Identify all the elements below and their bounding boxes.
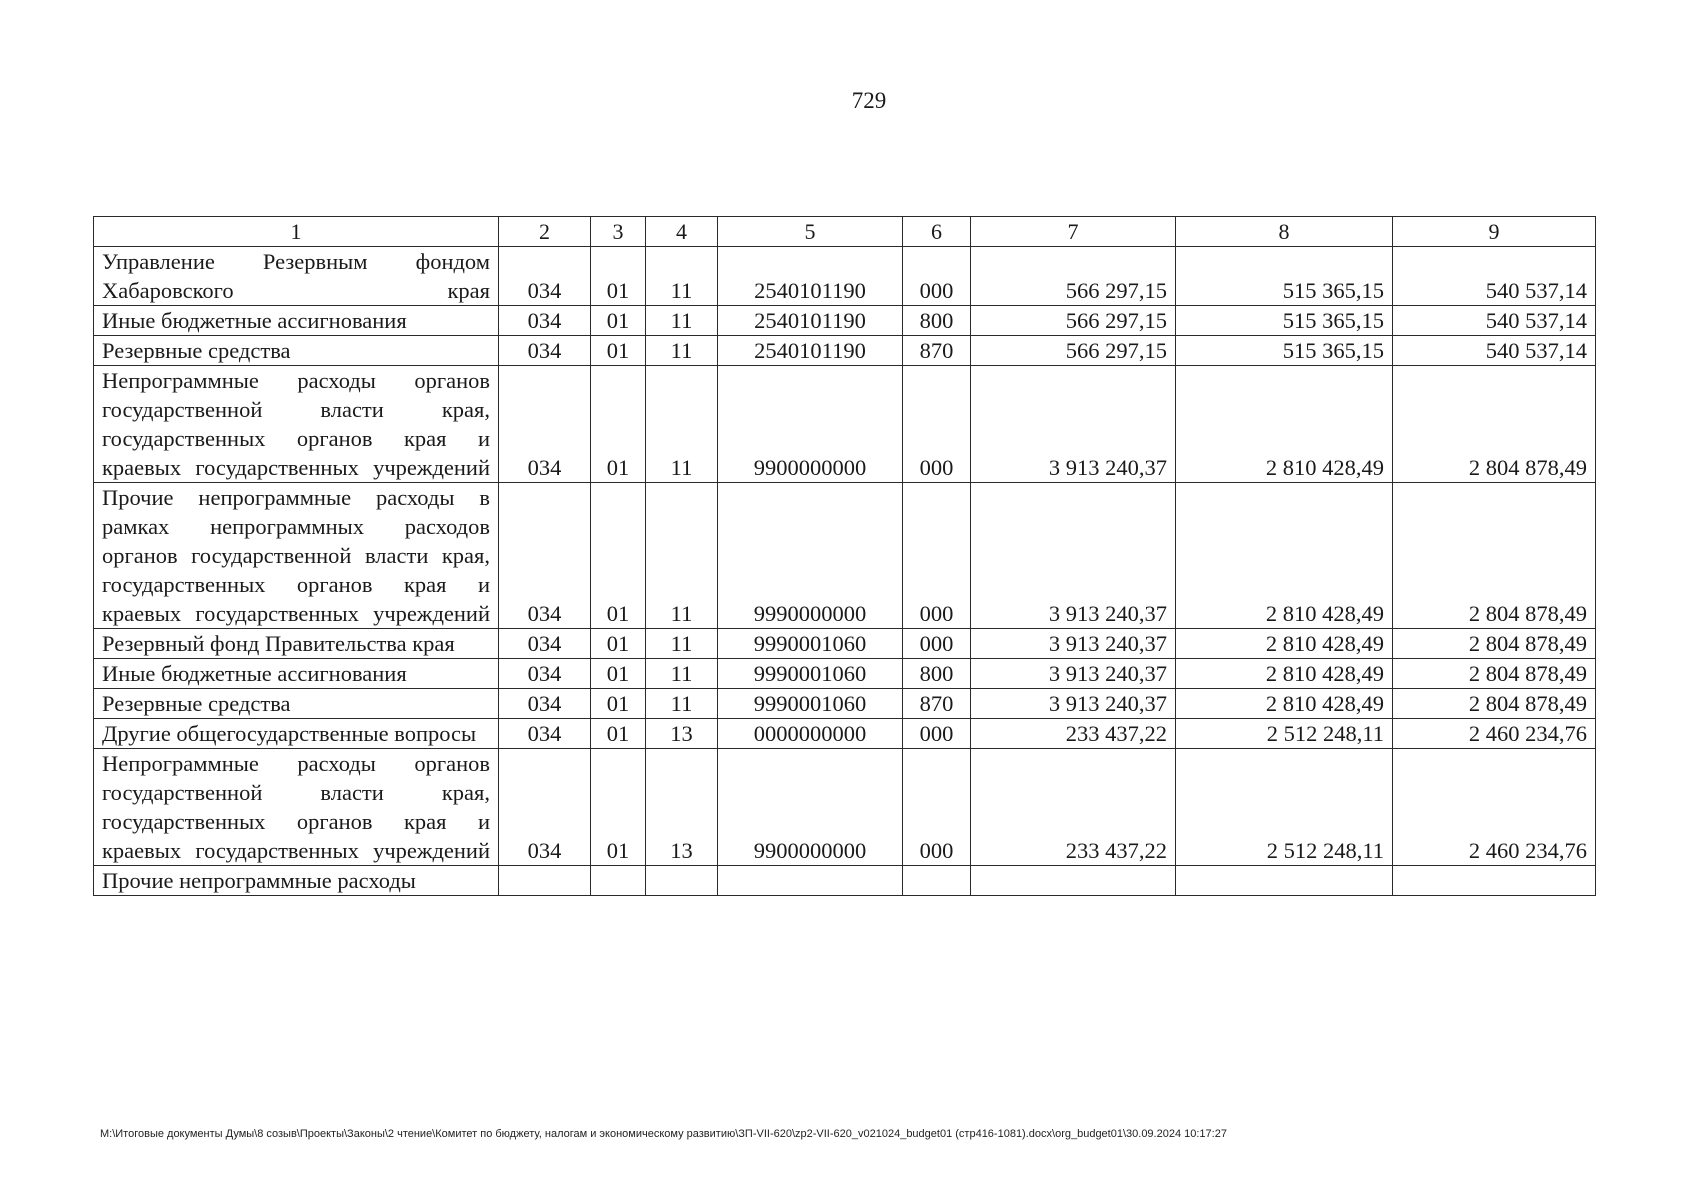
row-cell-6: 800 — [903, 306, 971, 336]
row-cell-7: 3 913 240,37 — [971, 483, 1176, 629]
row-cell-4: 11 — [646, 689, 718, 719]
row-cell-2: 034 — [499, 719, 591, 749]
row-name-cell: Непрограммные расходы органов государственной власти края, государственных органов края и краевых государственных учреждений — [94, 366, 499, 483]
row-cell-6: 000 — [903, 247, 971, 306]
row-name-cell: Другие общегосударственные вопросы — [94, 719, 499, 749]
table-row — [94, 866, 1596, 896]
row-cell-3: 01 — [591, 336, 646, 366]
table-row — [94, 366, 1596, 483]
row-cell-9: 2 460 234,76 — [1393, 719, 1596, 749]
row-cell-6: 000 — [903, 719, 971, 749]
row-name-cell: Иные бюджетные ассигнования — [94, 659, 499, 689]
row-cell-2: 034 — [499, 749, 591, 866]
row-cell-3: 01 — [591, 719, 646, 749]
row-cell-2: 034 — [499, 247, 591, 306]
row-name-cell: Иные бюджетные ассигнования — [94, 306, 499, 336]
row-name-cell: Прочие непрограммные расходы в рамках непрограммных расходов органов государственной власти края, государственных органов края и краевых государственных учреждений — [94, 483, 499, 629]
row-cell-9: 2 460 234,76 — [1393, 749, 1596, 866]
row-cell-4: 11 — [646, 247, 718, 306]
row-cell-7: 3 913 240,37 — [971, 366, 1176, 483]
header-cell: 8 — [1176, 217, 1393, 247]
row-cell-8: 515 365,15 — [1176, 247, 1393, 306]
row-cell-2: 034 — [499, 306, 591, 336]
row-cell-4: 11 — [646, 629, 718, 659]
row-cell-5: 2540101190 — [718, 306, 903, 336]
row-cell-9 — [1393, 866, 1596, 896]
header-cell: 9 — [1393, 217, 1596, 247]
row-cell-8 — [1176, 866, 1393, 896]
row-cell-4: 13 — [646, 749, 718, 866]
table-row — [94, 629, 1596, 659]
table-row — [94, 247, 1596, 306]
row-cell-7: 3 913 240,37 — [971, 629, 1176, 659]
row-cell-2: 034 — [499, 483, 591, 629]
row-cell-9: 540 537,14 — [1393, 247, 1596, 306]
row-cell-5: 9990001060 — [718, 689, 903, 719]
row-cell-7 — [971, 866, 1176, 896]
row-cell-3: 01 — [591, 689, 646, 719]
row-cell-2 — [499, 866, 591, 896]
row-cell-9: 2 804 878,49 — [1393, 629, 1596, 659]
row-cell-5: 9900000000 — [718, 366, 903, 483]
row-cell-4: 11 — [646, 483, 718, 629]
row-cell-4: 13 — [646, 719, 718, 749]
row-cell-8: 2 810 428,49 — [1176, 366, 1393, 483]
row-cell-4 — [646, 866, 718, 896]
row-cell-9: 540 537,14 — [1393, 306, 1596, 336]
row-name-cell: Управление Резервным фондом Хабаровского края — [94, 247, 499, 306]
row-cell-7: 566 297,15 — [971, 336, 1176, 366]
row-cell-5: 2540101190 — [718, 247, 903, 306]
row-cell-8: 2 512 248,11 — [1176, 749, 1393, 866]
budget-table — [93, 216, 1596, 896]
row-cell-6: 000 — [903, 749, 971, 866]
row-cell-8: 2 810 428,49 — [1176, 629, 1393, 659]
header-cell: 3 — [591, 217, 646, 247]
header-row — [94, 217, 1596, 247]
row-cell-3 — [591, 866, 646, 896]
row-cell-8: 2 810 428,49 — [1176, 689, 1393, 719]
row-cell-3: 01 — [591, 366, 646, 483]
row-cell-5: 9990000000 — [718, 483, 903, 629]
row-name-cell: Резервные средства — [94, 336, 499, 366]
row-cell-9: 2 804 878,49 — [1393, 659, 1596, 689]
table-row — [94, 689, 1596, 719]
row-cell-5: 2540101190 — [718, 336, 903, 366]
row-cell-3: 01 — [591, 483, 646, 629]
row-cell-6: 870 — [903, 689, 971, 719]
row-cell-4: 11 — [646, 366, 718, 483]
row-cell-6 — [903, 866, 971, 896]
header-cell: 7 — [971, 217, 1176, 247]
row-cell-7: 3 913 240,37 — [971, 659, 1176, 689]
row-cell-2: 034 — [499, 366, 591, 483]
page-number: 729 — [851, 88, 887, 113]
header-cell: 2 — [499, 217, 591, 247]
table-row — [94, 659, 1596, 689]
row-cell-5: 9990001060 — [718, 629, 903, 659]
row-cell-6: 000 — [903, 629, 971, 659]
table-row — [94, 749, 1596, 866]
row-cell-5: 0000000000 — [718, 719, 903, 749]
row-cell-6: 000 — [903, 483, 971, 629]
row-cell-8: 2 810 428,49 — [1176, 659, 1393, 689]
row-cell-2: 034 — [499, 336, 591, 366]
header-cell: 5 — [718, 217, 903, 247]
row-cell-2: 034 — [499, 689, 591, 719]
row-cell-8: 2 810 428,49 — [1176, 483, 1393, 629]
row-name-cell: Непрограммные расходы органов государственной власти края, государственных органов края и краевых государственных учреждений — [94, 749, 499, 866]
row-cell-7: 233 437,22 — [971, 719, 1176, 749]
row-cell-6: 870 — [903, 336, 971, 366]
row-cell-3: 01 — [591, 629, 646, 659]
table-row — [94, 306, 1596, 336]
table-row — [94, 719, 1596, 749]
row-cell-9: 2 804 878,49 — [1393, 689, 1596, 719]
row-cell-3: 01 — [591, 247, 646, 306]
file-path-footer: M:\Итоговые документы Думы\8 созыв\Проекты\Законы\2 чтение\Комитет по бюджету, налогам и экономическому развитию\ЗП-VII-620\zp2-VII-620_v021024_budget01 (стр416-1081).docx\org_budget01\30.09.2024 10:17:27 — [100, 1128, 1227, 1140]
row-cell-8: 515 365,15 — [1176, 336, 1393, 366]
row-cell-5 — [718, 866, 903, 896]
header-cell: 1 — [94, 217, 499, 247]
row-cell-6: 000 — [903, 366, 971, 483]
table-body — [94, 247, 1596, 896]
row-cell-8: 515 365,15 — [1176, 306, 1393, 336]
row-cell-2: 034 — [499, 659, 591, 689]
row-cell-7: 233 437,22 — [971, 749, 1176, 866]
row-cell-7: 566 297,15 — [971, 306, 1176, 336]
row-cell-9: 540 537,14 — [1393, 336, 1596, 366]
row-cell-2: 034 — [499, 629, 591, 659]
row-cell-9: 2 804 878,49 — [1393, 483, 1596, 629]
header-cell: 4 — [646, 217, 718, 247]
row-cell-8: 2 512 248,11 — [1176, 719, 1393, 749]
row-cell-3: 01 — [591, 659, 646, 689]
row-name-cell: Резервные средства — [94, 689, 499, 719]
row-cell-3: 01 — [591, 306, 646, 336]
row-cell-3: 01 — [591, 749, 646, 866]
table-row — [94, 483, 1596, 629]
row-cell-9: 2 804 878,49 — [1393, 366, 1596, 483]
table-row — [94, 336, 1596, 366]
row-cell-7: 3 913 240,37 — [971, 689, 1176, 719]
row-cell-4: 11 — [646, 306, 718, 336]
row-name-cell: Прочие непрограммные расходы — [94, 866, 499, 896]
row-cell-6: 800 — [903, 659, 971, 689]
row-cell-4: 11 — [646, 336, 718, 366]
header-cell: 6 — [903, 217, 971, 247]
row-cell-5: 9990001060 — [718, 659, 903, 689]
row-cell-4: 11 — [646, 659, 718, 689]
row-name-cell: Резервный фонд Правительства края — [94, 629, 499, 659]
row-cell-7: 566 297,15 — [971, 247, 1176, 306]
row-cell-5: 9900000000 — [718, 749, 903, 866]
